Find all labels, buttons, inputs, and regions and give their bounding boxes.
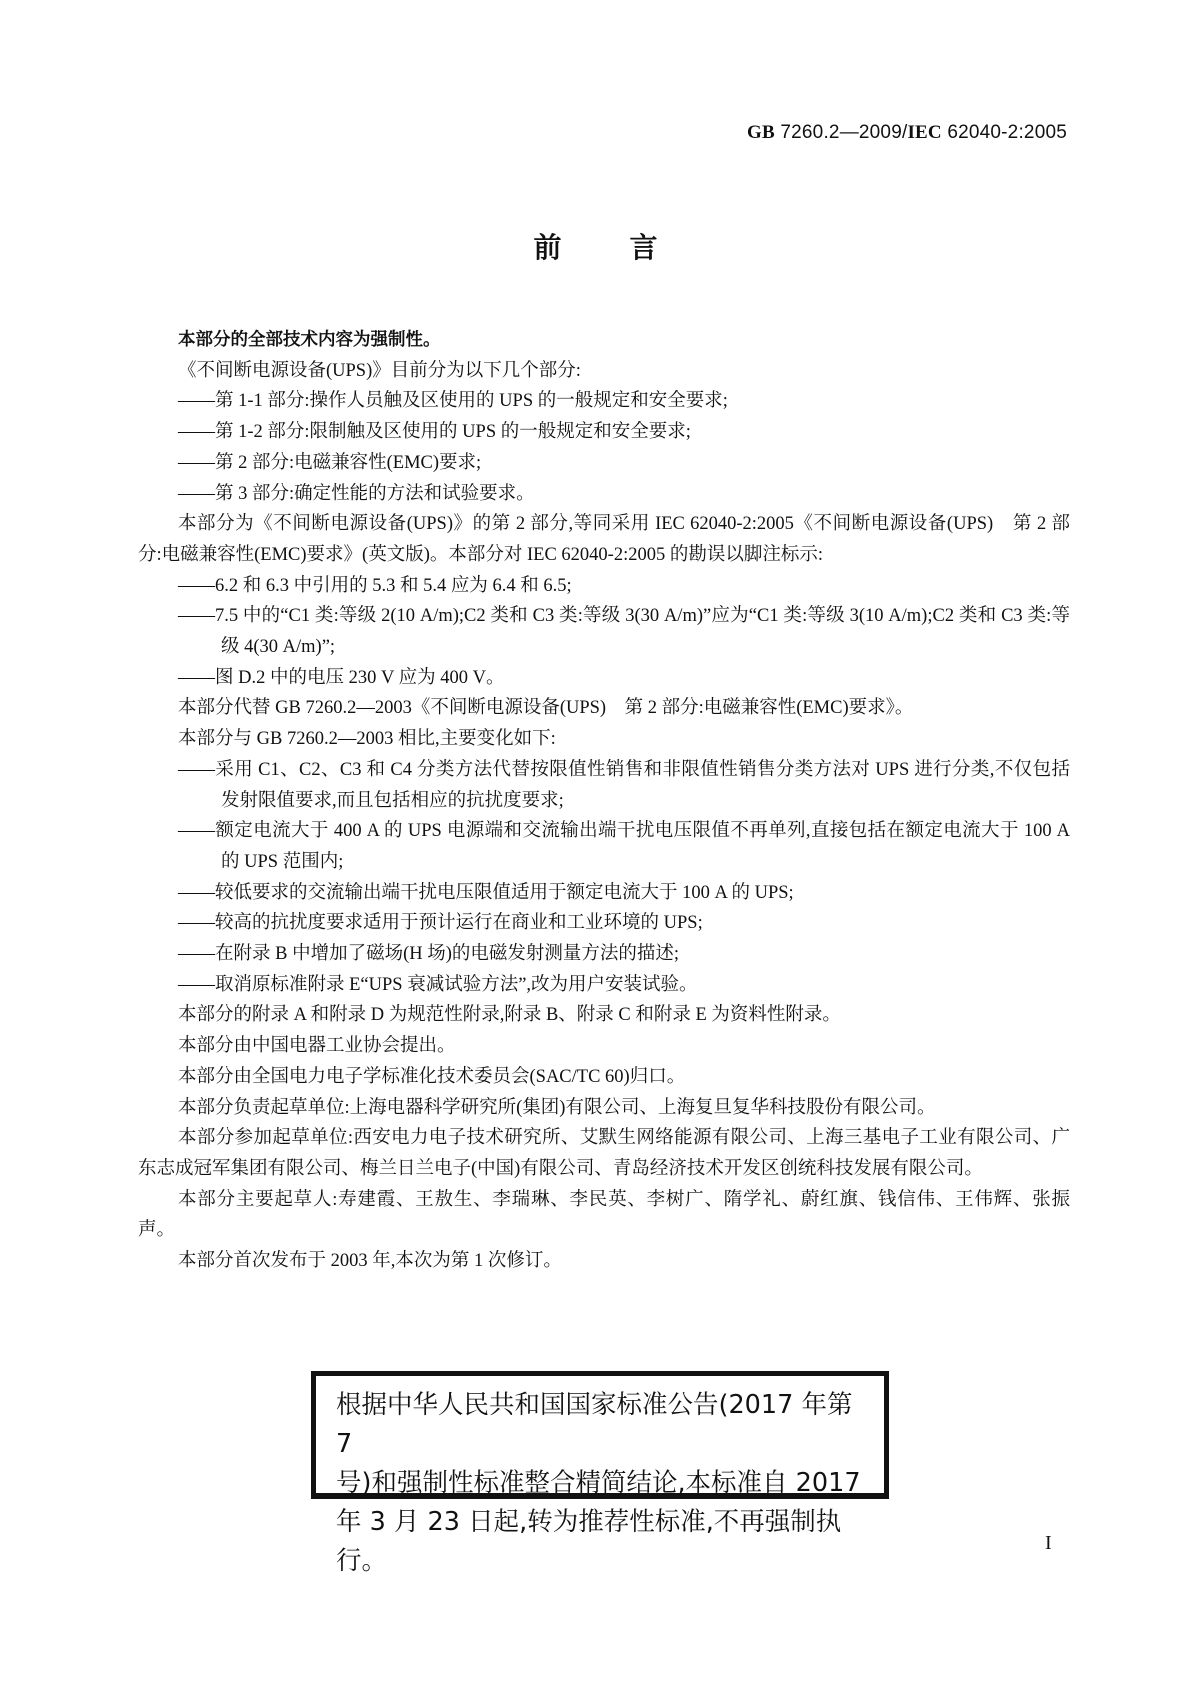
list-item: ——取消原标准附录 E“UPS 衰减试验方法”,改为用户安装试验。 — [178, 974, 698, 995]
paragraph: 《不间断电源设备(UPS)》目前分为以下几个部分: — [178, 360, 581, 381]
list-item: ——第 1-1 部分:操作人员触及区使用的 UPS 的一般规定和安全要求; — [178, 391, 728, 412]
list-item: ——较高的抗扰度要求适用于预计运行在商业和工业环境的 UPS; — [178, 913, 703, 934]
doc-code-gb: GB — [747, 122, 775, 143]
notice-line: 根据中华人民共和国国家标准公告(2017 年第 7 — [336, 1390, 853, 1459]
list-item: ——采用 C1、C2、C3 和 C4 分类方法代替按限值性销售和非限值性销售分类方法对 UPS 进行分类,不仅包括发射限值要求,而且包括相应的抗扰度要求; — [178, 759, 1070, 811]
list-item: ——6.2 和 6.3 中引用的 5.3 和 5.4 应为 6.4 和 6.5; — [178, 575, 572, 596]
list-item: ——7.5 中的“C1 类:等级 2(10 A/m);C2 类和 C3 类:等级 3(30 A/m)”应为“C1 类:等级 3(10 A/m);C2 类和 C3 类:等级 4(30 A/m)”; — [178, 606, 1070, 658]
paragraph: 本部分代替 GB 7260.2—2003《不间断电源设备(UPS) 第 2 部分:电磁兼容性(EMC)要求》。 — [178, 698, 914, 719]
document-code-header — [747, 122, 1067, 144]
notice-box — [311, 1371, 889, 1576]
paragraph: 本部分首次发布于 2003 年,本次为第 1 次修订。 — [178, 1251, 562, 1272]
notice-line: 年 3 月 23 日起,转为推荐性标准,不再强制执行。 — [336, 1507, 842, 1576]
paragraph: 本部分由全国电力电子学标准化技术委员会(SAC/TC 60)归口。 — [178, 1066, 686, 1087]
page-number: I — [1045, 1532, 1052, 1554]
doc-code-number: 7260.2—2009/ — [774, 122, 908, 143]
paragraph: 本部分参加起草单位:西安电力电子技术研究所、艾默生网络能源有限公司、上海三基电子工业有限公司、广东志成冠军集团有限公司、梅兰日兰电子(中国)有限公司、青岛经济技术开发区创统科技发展有限公司。 — [138, 1128, 1070, 1179]
list-item: ——第 1-2 部分:限制触及区使用的 UPS 的一般规定和安全要求; — [178, 422, 691, 443]
doc-code-iec: IEC — [907, 122, 942, 143]
paragraph: 本部分为《不间断电源设备(UPS)》的第 2 部分,等同采用 IEC 62040-2:2005《不间断电源设备(UPS) 第 2 部分:电磁兼容性(EMC)要求》(英文版)。本部分对 IEC 62040-2:2005 的勘误以脚注标示: — [138, 514, 1070, 565]
notice-line: 号)和强制性标准整合精简结论,本标准自 2017 — [336, 1468, 861, 1498]
paragraph: 本部分与 GB 7260.2—2003 相比,主要变化如下: — [178, 729, 556, 750]
list-item: ——额定电流大于 400 A 的 UPS 电源端和交流输出端干扰电压限值不再单列,直接包括在额定电流大于 100 A 的 UPS 范围内; — [178, 821, 1070, 872]
list-item: ——在附录 B 中增加了磁场(H 场)的电磁发射测量方法的描述; — [178, 944, 680, 965]
paragraph: 本部分的附录 A 和附录 D 为规范性附录,附录 B、附录 C 和附录 E 为资料性附录。 — [178, 1005, 841, 1026]
list-item: ——图 D.2 中的电压 230 V 应为 400 V。 — [178, 667, 505, 688]
list-item: ——第 3 部分:确定性能的方法和试验要求。 — [178, 483, 535, 504]
paragraph: 本部分负责起草单位:上海电器科学研究所(集团)有限公司、上海复旦复华科技股份有限公司。 — [178, 1097, 936, 1118]
paragraph: 本部分由中国电器工业协会提出。 — [178, 1036, 456, 1057]
list-item: ——第 2 部分:电磁兼容性(EMC)要求; — [178, 452, 482, 473]
page-title: 前言 — [533, 231, 726, 264]
foreword-body — [138, 325, 1070, 1277]
list-item: ——较低要求的交流输出端干扰电压限值适用于额定电流大于 100 A 的 UPS; — [178, 882, 794, 903]
doc-code-iec-number: 62040-2:2005 — [941, 122, 1067, 143]
paragraph-mandatory: 本部分的全部技术内容为强制性。 — [178, 330, 441, 350]
paragraph: 本部分主要起草人:寿建霞、王敖生、李瑞琳、李民英、李树广、隋学礼、蔚红旗、钱信伟、王伟辉、张振声。 — [138, 1189, 1070, 1241]
